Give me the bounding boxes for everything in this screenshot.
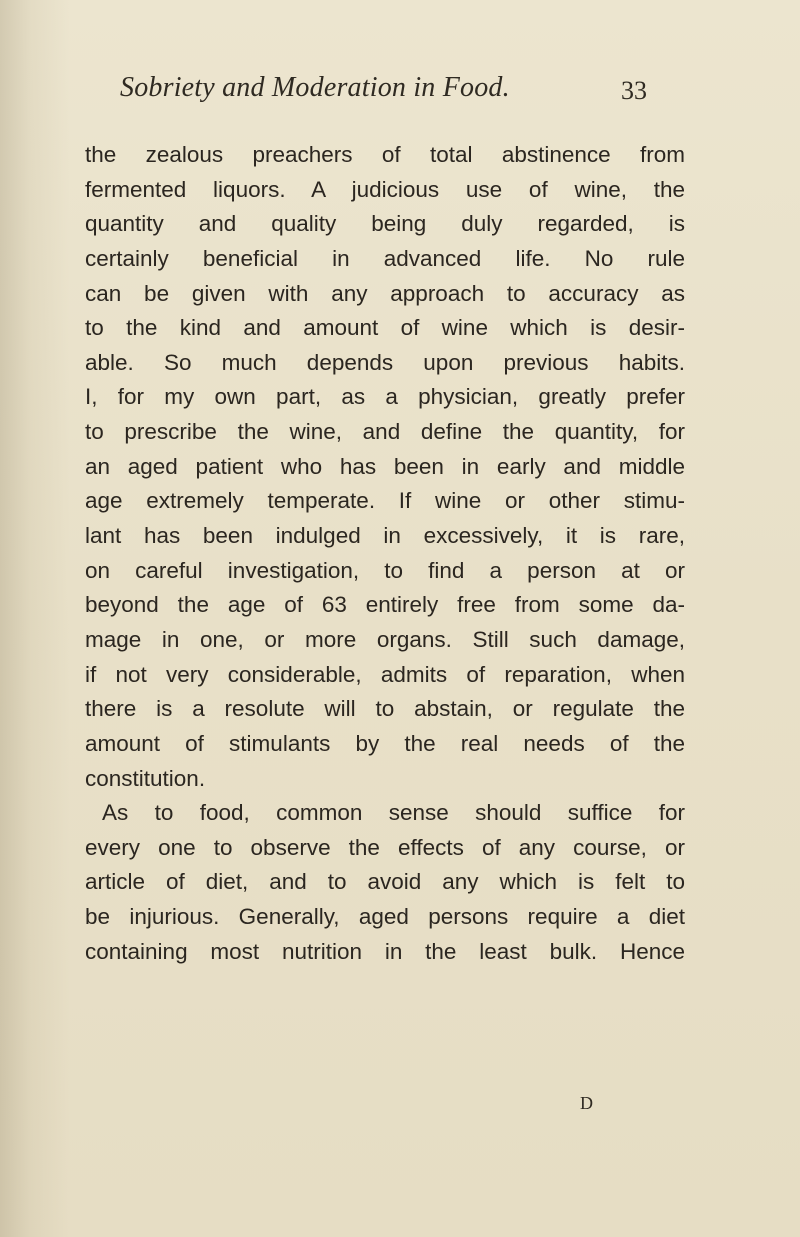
text-line: on careful investigation, to find a person at or — [85, 557, 685, 583]
text-line: an aged patient who has been in early and middle — [85, 453, 685, 479]
text-line: to the kind and amount of wine which is desir- — [85, 315, 685, 341]
text-line: if not very considerable, admits of reparation, when — [85, 661, 685, 687]
running-title: Sobriety and Moderation in Food. — [120, 72, 510, 103]
text-line: to prescribe the wine, and define the quantity, for — [85, 419, 685, 445]
text-line: age extremely temperate. If wine or other stimu- — [85, 488, 685, 514]
text-line: amount of stimulants by the real needs of the — [85, 730, 685, 756]
text-line: containing most nutrition in the least bulk. Hence — [85, 938, 685, 964]
text-line: certainly beneficial in advanced life. No rule — [85, 245, 685, 271]
text-line: every one to observe the effects of any course, or — [85, 834, 685, 860]
text-line: there is a resolute will to abstain, or regulate the — [85, 696, 685, 722]
text-line: the zealous preachers of total abstinence from — [85, 142, 685, 167]
paragraph-end-line: constitution. — [85, 765, 206, 791]
body-text — [85, 138, 685, 969]
text-line: I, for my own part, as a physician, greatly prefer — [85, 384, 685, 410]
text-line: mage in one, or more organs. Still such damage, — [85, 626, 685, 652]
text-line: article of diet, and to avoid any which is felt to — [85, 869, 685, 895]
text-line: fermented liquors. A judicious use of wine, the — [85, 176, 685, 202]
signature-mark: D — [580, 1093, 594, 1113]
text-line: can be given with any approach to accuracy as — [85, 280, 685, 306]
text-line: be injurious. Generally, aged persons require a diet — [85, 904, 685, 930]
text-line: quantity and quality being duly regarded, is — [85, 211, 685, 237]
text-line: lant has been indulged in excessively, it is rare, — [85, 523, 685, 549]
text-line: beyond the age of 63 entirely free from some da- — [85, 592, 685, 618]
text-line: able. So much depends upon previous habits. — [85, 349, 685, 375]
page-number: 33 — [621, 76, 647, 105]
page-header — [0, 72, 800, 116]
paragraph-start-line: As to food, common sense should suffice for — [102, 800, 685, 826]
